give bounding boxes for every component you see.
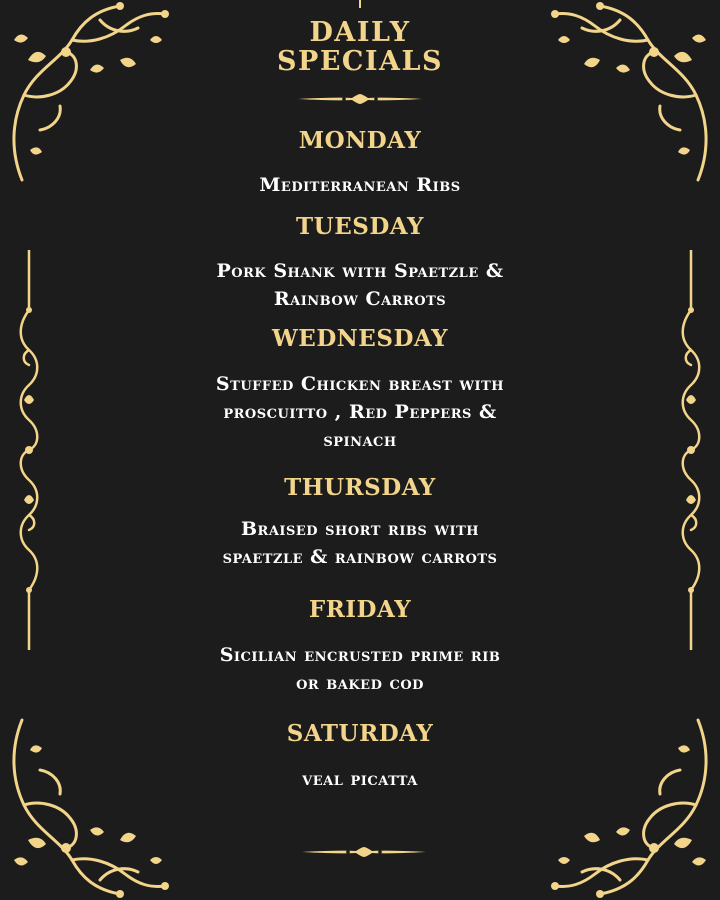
- page-title-line-2: SPECIALS: [277, 46, 443, 77]
- dish-tuesday: Pork Shank with Spaetzle & Rainbow Carrots: [216, 260, 504, 310]
- day-heading-wednesday: WEDNESDAY: [271, 325, 449, 352]
- day-heading-friday: FRIDAY: [308, 596, 412, 623]
- dish-monday: Mediterranean Ribs: [259, 174, 461, 196]
- dish-wednesday: Stuffed Chicken breast with proscuitto , Red Peppers & spinach: [215, 373, 505, 451]
- day-heading-saturday: SATURDAY: [286, 720, 434, 747]
- day-heading-thursday: THURSDAY: [284, 474, 436, 501]
- day-heading-monday: MONDAY: [298, 127, 422, 154]
- flourish-divider-top-icon: [296, 92, 424, 106]
- top-ornament-tip-icon: [352, 0, 368, 10]
- page-title-line-1: DAILY: [309, 17, 411, 48]
- dish-thursday: Braised short ribs with spaetzle & rainbow carrots: [222, 518, 498, 568]
- day-heading-tuesday: TUESDAY: [296, 213, 424, 240]
- dish-friday: Sicilian encrusted prime rib or baked cod: [219, 644, 501, 694]
- flourish-divider-bottom-icon: [300, 845, 428, 859]
- dish-saturday: veal picatta: [302, 768, 418, 790]
